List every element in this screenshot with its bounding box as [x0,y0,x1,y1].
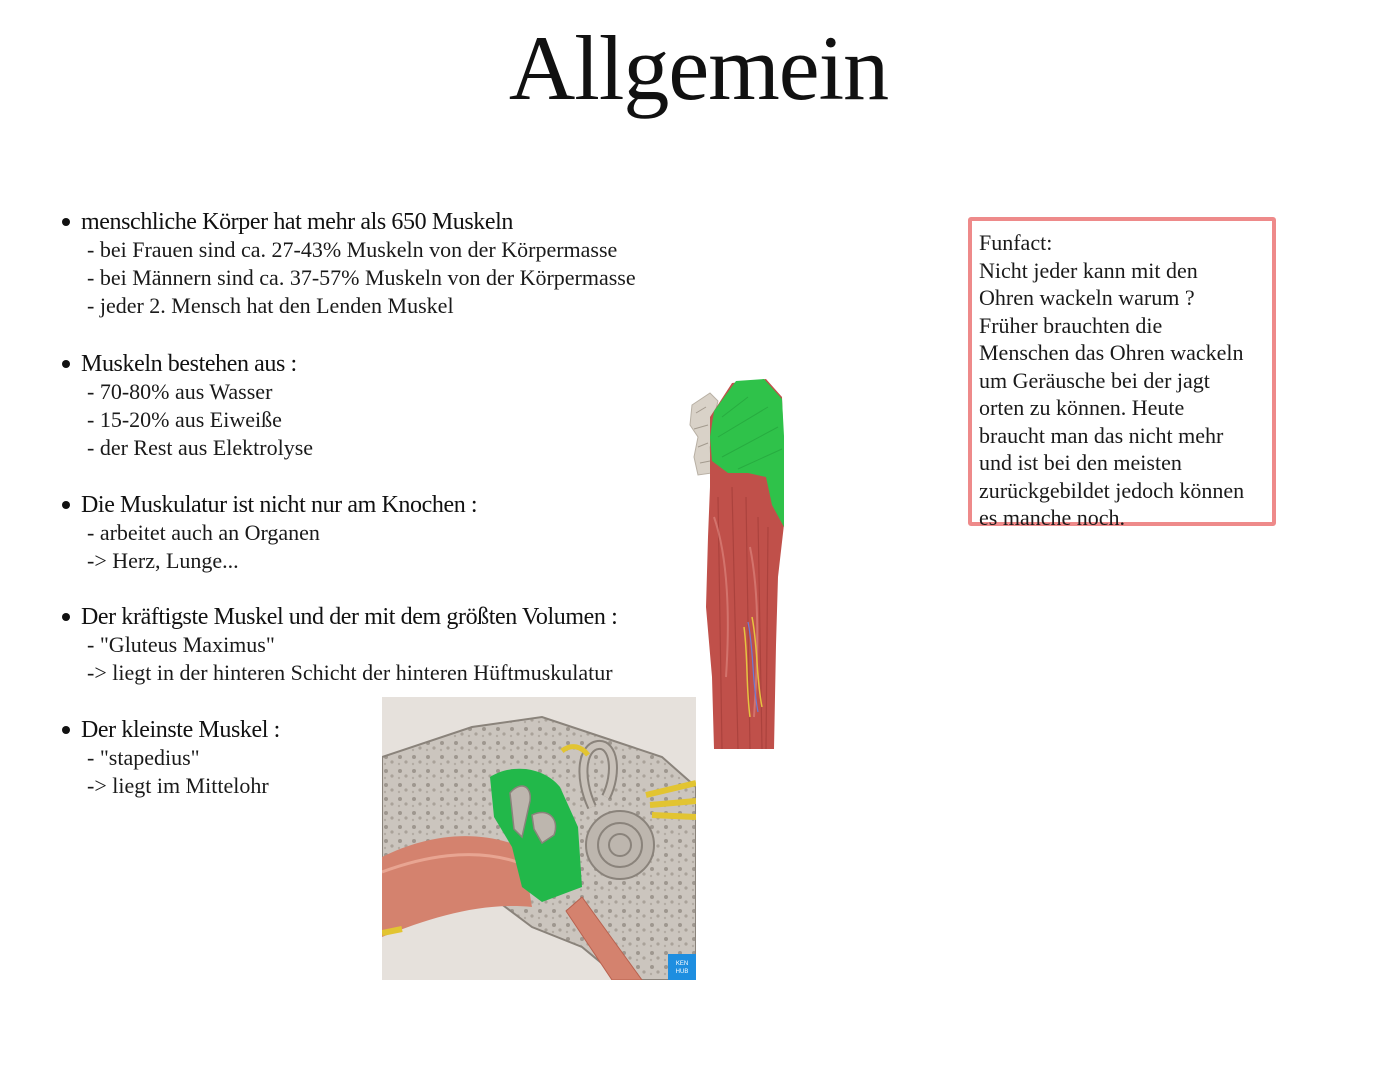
page-title: Allgemein [508,17,889,119]
section-strongest-muscle [62,603,702,687]
funfact-line: Nicht jeder kann mit den [979,257,1198,283]
bullet-detail: - bei Männern sind ca. 37-57% Muskeln von der Körpermasse [87,265,636,290]
funfact-title: Funfact: [979,230,1053,255]
bullet-heading: Die Muskulatur ist nicht nur am Knochen : [62,491,702,519]
bullet-detail: - arbeitet auch an Organen [87,520,320,545]
funfact-line: orten zu können. Heute [979,395,1185,420]
funfact-line: zurückgebildet jedoch können [979,477,1245,503]
funfact-line: Früher brauchten die [979,312,1163,338]
kenhub-logo-icon [668,954,696,980]
bullet-detail: - bei Frauen sind ca. 27-43% Muskeln von der Körpermasse [87,237,618,262]
bullet-heading: Muskeln bestehen aus : [62,350,702,378]
bullet-detail: -> liegt im Mittelohr [87,773,269,798]
kenhub-logo-text: KEN [675,961,689,967]
section-muscle-location [62,491,702,575]
bullet-detail: - 15-20% aus Eiweiße [87,407,282,432]
funfact-line: Ohren wackeln warum ? [979,285,1195,310]
middle-ear-anatomy-image [382,697,696,980]
bullet-detail: - "stapedius" [87,745,200,770]
bullet-heading: menschliche Körper hat mehr als 650 Muskeln [62,208,702,236]
bullet-detail: - der Rest aus Elektrolyse [87,435,314,460]
bullet-heading: Der kleinste Muskel : [62,716,702,744]
funfact-box [968,217,1276,530]
funfact-line: und ist bei den meisten [979,450,1182,475]
funfact-line: es manche noch. [979,505,1125,530]
section-muscle-count [62,208,702,320]
bullet-detail: - "Gluteus Maximus" [87,632,275,657]
middle-ear-anatomy-icon [382,697,696,980]
bullet-detail: -> liegt in der hinteren Schicht der hinteren Hüftmuskulatur [87,660,613,685]
gluteus-maximus-anatomy-image [688,377,784,749]
funfact-line: braucht man das nicht mehr [979,422,1224,448]
svg-text:HUB: HUB [675,969,689,975]
bullet-heading: Der kräftigste Muskel und der mit dem größten Volumen : [62,603,702,631]
section-muscle-composition [62,350,702,462]
funfact-line: um Geräusche bei der jagt [979,367,1210,393]
bullet-detail: - jeder 2. Mensch hat den Lenden Muskel [87,293,454,318]
bullet-detail: - 70-80% aus Wasser [87,379,273,404]
funfact-line: Menschen das Ohren wackeln [979,340,1244,365]
gluteus-maximus-anatomy-icon [688,377,784,749]
bullet-detail: -> Herz, Lunge... [87,548,239,573]
